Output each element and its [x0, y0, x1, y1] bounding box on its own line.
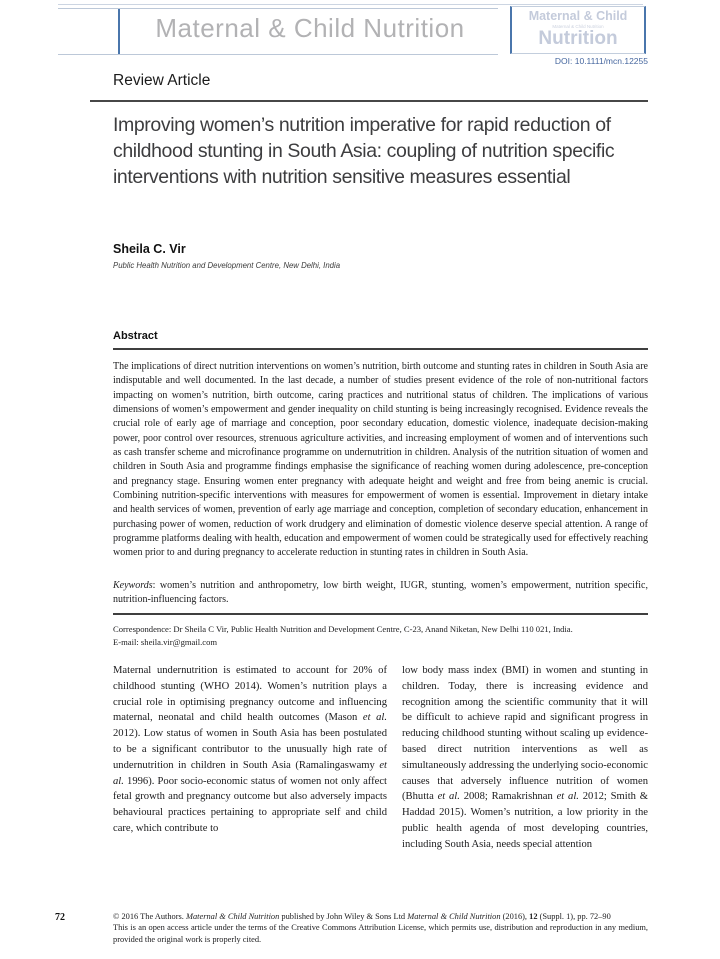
author-affiliation: Public Health Nutrition and Development Centre, New Delhi, India — [113, 261, 341, 270]
body-column-left: Maternal undernutrition is estimated to account for 20% of childhood stunting (WHO 2014). Women’s nutrition plays a crucial role in optimising pregnancy outcome and influencing maternal, neonatal and child health outcomes (Mason et al. 2012). Low status of women in South Asia has been postulated to be a significant contributor to the unusually high rate of undernutrition in children in South Asia (Ramalingaswamy et al. 1996). Poor socio-economic status of women not only affect fetal growth and pregnancy outcome but also adversely impacts behavioural practices pertaining to appropriate self and child care, which contribute to — [113, 665, 387, 834]
abstract-heading: Abstract — [113, 330, 158, 342]
logo-line-3: Nutrition — [538, 28, 618, 50]
page-number: 72 — [55, 912, 65, 923]
logo-line-2: Maternal & Child Nutrition — [552, 23, 604, 29]
body-column-right: low body mass index (BMI) in women and stunting in children. Today, there is increasing evidence and recognition among the scientific community that it will be difficult to achieve rapid and significant progress in reducing childhood stunting without scaling up evidence-based direct nutrition interventions as well as simultaneously addressing the underlying socio-economic causes that adversely influence nutrition of women (Bhutta et al. 2008; Ramakrishnan et al. 2012; Smith & Haddad 2015). Women’s nutrition, a low priority in the public health agenda of most developing countries, including South Asia, needs special attention — [402, 665, 648, 850]
article-type-label: Review Article — [113, 72, 211, 89]
doi-label: DOI: 10.1111/mcn.12255 — [554, 56, 648, 66]
correspondence-rule — [113, 613, 648, 615]
abstract-rule — [113, 348, 648, 350]
header-top-rule — [58, 4, 643, 5]
correspondence-line: Correspondence: Dr Sheila C Vir, Public Health Nutrition and Development Centre, C-23, Anand Niketan, New Delhi 110 021, India. — [113, 624, 573, 634]
journal-logo — [510, 6, 646, 54]
section-rule — [90, 100, 648, 102]
article-title: Improving women’s nutrition imperative for rapid reduction of childhood stunting in South Asia: coupling of nutrition specific interventions with nutrition sensitive measures essential — [113, 114, 615, 188]
footer-line-1: © 2016 The Authors. Maternal & Child Nutrition published by John Wiley & Sons Ltd Maternal & Child Nutrition (2016), 12 (Suppl. 1), pp. 72–90 — [113, 912, 611, 921]
correspondence-email: E-mail: sheila.vir@gmail.com — [113, 637, 218, 647]
correspondence-block — [113, 623, 648, 649]
journal-banner — [58, 8, 498, 55]
keywords-text: Keywords: women’s nutrition and anthropometry, low birth weight, IUGR, stunting, women’s empowerment, nutrition specific, nutrition-influencing factors. — [113, 580, 648, 606]
footer-line-2: This is an open access article under the terms of the Creative Commons Attribution License, which permits use, distribution and reproduction in any medium, provided the original work is properly cited. — [113, 923, 648, 944]
journal-name: Maternal & Child Nutrition — [155, 13, 465, 43]
footer-copyright — [113, 911, 648, 945]
abstract-text: The implications of direct nutrition interventions on women’s nutrition, birth outcome and stunting rates in children in South Asia are indisputable and well documented. In the last decade, a number of studies present evidence of the role of non-nutritional factors impacting on women’s nutrition, birth outcome, caring practices and nutritional status of children. The implications of various dimensions of women’s empowerment and gender inequality on child stunting is being increasingly recognised. Evidence reveals the crucial role of early age of marriage and conception, poor secondary education, domestic violence, inadequate decision-making power, poor control over resources, strenuous agriculture activities, and increasing employment of women and of interventions such as cash transfer scheme and microfinance programme on undernutrition in children. Analysis of the nutrition situation of women and children in South Asia and programme findings emphasise the significance of reaching women during adolescence, pre-conception and pregnancy stage. Ensuring women enter pregnancy with adequate height and weight and free from being anemic is crucial. Combining nutrition-specific interventions with measures for empowerment of women is essential. Improvement in dietary intake and health services of women, prevention of early age marriage and conception, completion of secondary education, enhancement in purchasing power of women, reduction of work drudgery and elimination of domestic violence deserve special attention. A range of programme platforms dealing with health, education and empowerment of women could be strategically used for effectively reaching women prior to and during pregnancy to accelerate reduction in stunting rates in children in South Asia. — [113, 361, 648, 559]
logo-line-1: Maternal & Child — [528, 9, 628, 23]
banner-divider — [118, 9, 120, 54]
author-name: Sheila C. Vir — [113, 242, 186, 256]
